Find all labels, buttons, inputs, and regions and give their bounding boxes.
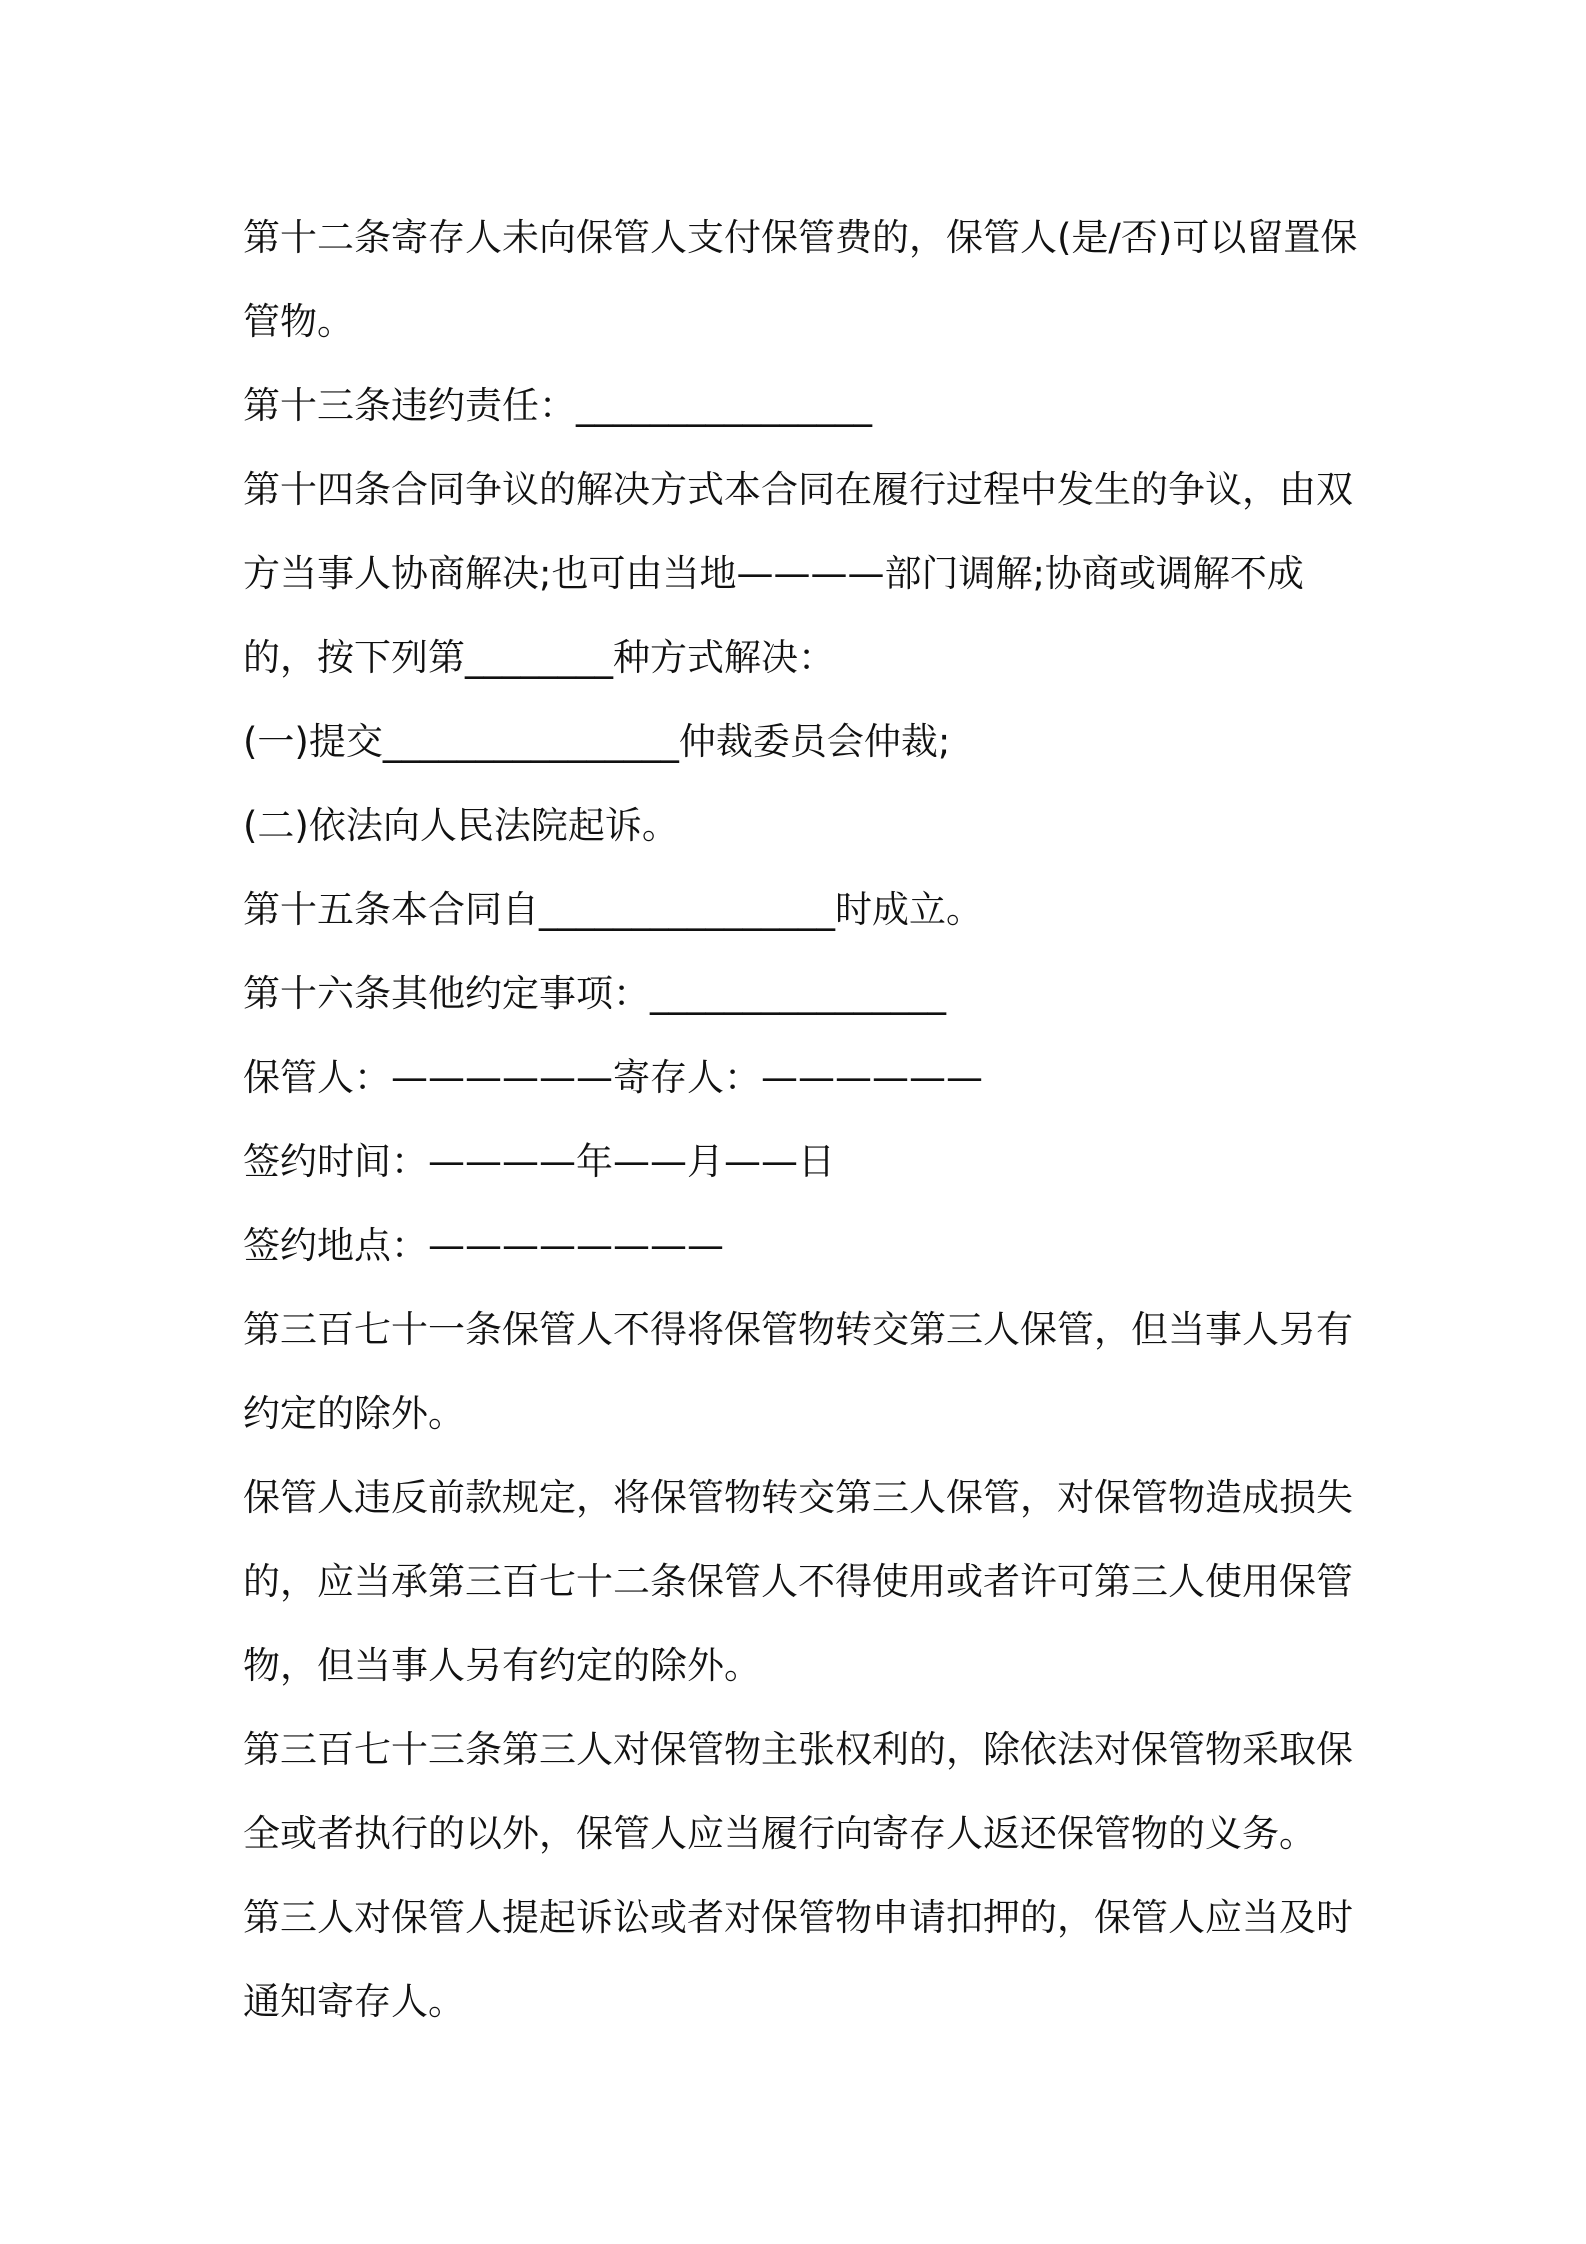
signing-date-line: 签约时间：————年——月——日 [243,1140,835,1183]
article-12-paragraph: 第十二条寄存人未向保管人支付保管费的，保管人(是/否)可以留置保管物。 [243,216,1358,343]
signing-place-line: 签约地点：———————— [243,1224,724,1267]
dispute-option-2: (二)依法向人民法院起诉。 [243,804,679,847]
article-371-372-paragraph: 保管人违反前款规定，将保管物转交第三人保管，对保管物造成损失的，应当承第三百七十二条保管人不得使用或者许可第三人使用保管物，但当事人另有约定的除外。 [243,1476,1353,1687]
article-16-paragraph: 第十六条其他约定事项：________________ [243,972,946,1015]
parties-signature-line: 保管人：——————寄存人：—————— [243,1056,983,1099]
document-body [243,196,1363,2044]
article-373-second-paragraph: 第三人对保管人提起诉讼或者对保管物申请扣押的，保管人应当及时通知寄存人。 [243,1896,1353,2023]
article-13-paragraph: 第十三条违约责任：________________ [243,384,872,427]
article-14-paragraph: 第十四条合同争议的解决方式本合同在履行过程中发生的争议，由双方当事人协商解决;也可由当地————部门调解;协商或调解不成的，按下列第________种方式解决： [243,468,1353,679]
article-371-paragraph: 第三百七十一条保管人不得将保管物转交第三人保管，但当事人另有约定的除外。 [243,1308,1353,1435]
article-15-paragraph: 第十五条本合同自________________时成立。 [243,888,983,931]
article-373-paragraph: 第三百七十三条第三人对保管物主张权利的，除依法对保管物采取保全或者执行的以外，保管人应当履行向寄存人返还保管物的义务。 [243,1728,1353,1855]
dispute-option-1: (一)提交________________仲裁委员会仲裁; [243,720,951,763]
